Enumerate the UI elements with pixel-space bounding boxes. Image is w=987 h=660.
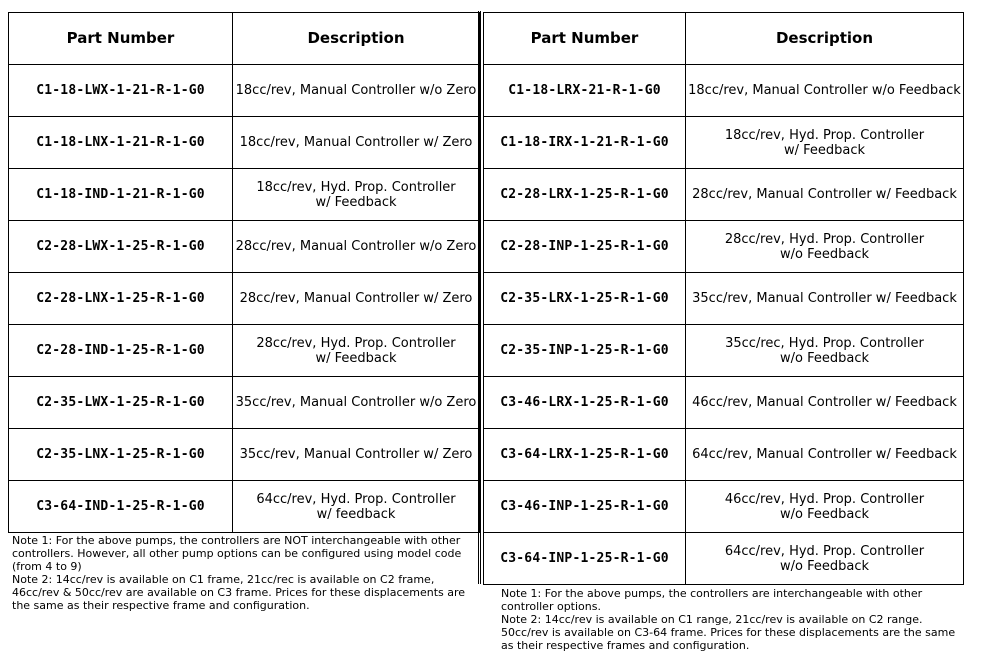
right-notes bbox=[501, 587, 971, 652]
left-notes bbox=[12, 534, 477, 612]
table-row bbox=[9, 221, 480, 273]
part-number-cell: C3-46-LRX-1-25-R-1-G0 bbox=[484, 377, 686, 429]
part-number-cell: C2-28-LWX-1-25-R-1-G0 bbox=[9, 221, 233, 273]
right-note-2: Note 2: 14cc/rev is available on C1 range, 21cc/rev is available on C2 range. 50cc/rev is available on C3-64 frame. Prices for these displacements are the same as their respective frames and configuration. bbox=[501, 613, 956, 652]
description-cell: 28cc/rev, Manual Controller w/ Zero bbox=[233, 273, 480, 325]
table-row bbox=[9, 117, 480, 169]
table-row bbox=[9, 429, 480, 481]
description-cell: 64cc/rev, Hyd. Prop. Controller w/ feedback bbox=[233, 481, 480, 533]
part-number-cell: C1-18-LWX-1-21-R-1-G0 bbox=[9, 65, 233, 117]
description-cell: 18cc/rev, Manual Controller w/o Feedback bbox=[686, 65, 964, 117]
left-note-1: Note 1: For the above pumps, the controllers are NOT interchangeable with other controllers. However, all other pump options can be configured using model code (from 4 to 9) bbox=[12, 534, 462, 573]
table-header-row bbox=[9, 13, 480, 65]
description-cell: 35cc/rec, Hyd. Prop. Controller w/o Feedback bbox=[686, 325, 964, 377]
table-row bbox=[9, 377, 480, 429]
part-number-cell: C3-64-INP-1-25-R-1-G0 bbox=[484, 533, 686, 585]
part-number-cell: C1-18-LRX-21-R-1-G0 bbox=[484, 65, 686, 117]
right-parts-table bbox=[483, 12, 964, 585]
description-cell: 18cc/rev, Manual Controller w/ Zero bbox=[233, 117, 480, 169]
table-row bbox=[9, 273, 480, 325]
table-row bbox=[484, 481, 964, 533]
description-cell: 64cc/rev, Hyd. Prop. Controller w/o Feedback bbox=[686, 533, 964, 585]
part-number-cell: C2-35-LNX-1-25-R-1-G0 bbox=[9, 429, 233, 481]
part-number-cell: C2-35-LWX-1-25-R-1-G0 bbox=[9, 377, 233, 429]
part-number-cell: C3-64-LRX-1-25-R-1-G0 bbox=[484, 429, 686, 481]
description-cell: 35cc/rev, Manual Controller w/ Zero bbox=[233, 429, 480, 481]
description-cell: 18cc/rev, Hyd. Prop. Controller w/ Feedback bbox=[233, 169, 480, 221]
table-row bbox=[484, 325, 964, 377]
part-number-cell: C1-18-LNX-1-21-R-1-G0 bbox=[9, 117, 233, 169]
table-row bbox=[9, 65, 480, 117]
column-header-part-number: Part Number bbox=[484, 13, 686, 65]
description-cell: 35cc/rev, Manual Controller w/o Zero bbox=[233, 377, 480, 429]
left-note-2: Note 2: 14cc/rev is available on C1 frame, 21cc/rec is available on C2 frame, 46cc/rev & 50cc/rev are available on C3 frame. Prices for these displacements are the same as their respective frame and configuration. bbox=[12, 573, 466, 612]
table-divider bbox=[478, 11, 481, 584]
part-number-cell: C2-28-LNX-1-25-R-1-G0 bbox=[9, 273, 233, 325]
left-parts-table bbox=[8, 12, 480, 533]
table-row bbox=[484, 65, 964, 117]
column-header-description: Description bbox=[233, 13, 480, 65]
table-row bbox=[484, 273, 964, 325]
table-row bbox=[484, 377, 964, 429]
table-row bbox=[9, 481, 480, 533]
description-cell: 28cc/rev, Hyd. Prop. Controller w/ Feedback bbox=[233, 325, 480, 377]
table-row bbox=[484, 221, 964, 273]
table-row bbox=[484, 429, 964, 481]
part-number-cell: C2-28-IND-1-25-R-1-G0 bbox=[9, 325, 233, 377]
part-number-cell: C3-46-INP-1-25-R-1-G0 bbox=[484, 481, 686, 533]
part-number-cell: C3-64-IND-1-25-R-1-G0 bbox=[9, 481, 233, 533]
description-cell: 28cc/rev, Manual Controller w/ Feedback bbox=[686, 169, 964, 221]
description-cell: 64cc/rev, Manual Controller w/ Feedback bbox=[686, 429, 964, 481]
table-row bbox=[9, 169, 480, 221]
part-number-cell: C2-28-LRX-1-25-R-1-G0 bbox=[484, 169, 686, 221]
table-row bbox=[484, 533, 964, 585]
part-number-cell: C1-18-IND-1-21-R-1-G0 bbox=[9, 169, 233, 221]
description-cell: 18cc/rev, Manual Controller w/o Zero bbox=[233, 65, 480, 117]
part-number-cell: C2-35-INP-1-25-R-1-G0 bbox=[484, 325, 686, 377]
description-cell: 46cc/rev, Hyd. Prop. Controller w/o Feedback bbox=[686, 481, 964, 533]
description-cell: 18cc/rev, Hyd. Prop. Controller w/ Feedback bbox=[686, 117, 964, 169]
table-row bbox=[484, 169, 964, 221]
description-cell: 28cc/rev, Hyd. Prop. Controller w/o Feedback bbox=[686, 221, 964, 273]
part-number-cell: C1-18-IRX-1-21-R-1-G0 bbox=[484, 117, 686, 169]
part-number-cell: C2-35-LRX-1-25-R-1-G0 bbox=[484, 273, 686, 325]
column-header-description: Description bbox=[686, 13, 964, 65]
part-number-cell: C2-28-INP-1-25-R-1-G0 bbox=[484, 221, 686, 273]
description-cell: 28cc/rev, Manual Controller w/o Zero bbox=[233, 221, 480, 273]
table-row bbox=[9, 325, 480, 377]
column-header-part-number: Part Number bbox=[9, 13, 233, 65]
table-header-row bbox=[484, 13, 964, 65]
description-cell: 46cc/rev, Manual Controller w/ Feedback bbox=[686, 377, 964, 429]
right-note-1: Note 1: For the above pumps, the controllers are interchangeable with other controller options. bbox=[501, 587, 923, 613]
table-row bbox=[484, 117, 964, 169]
description-cell: 35cc/rev, Manual Controller w/ Feedback bbox=[686, 273, 964, 325]
